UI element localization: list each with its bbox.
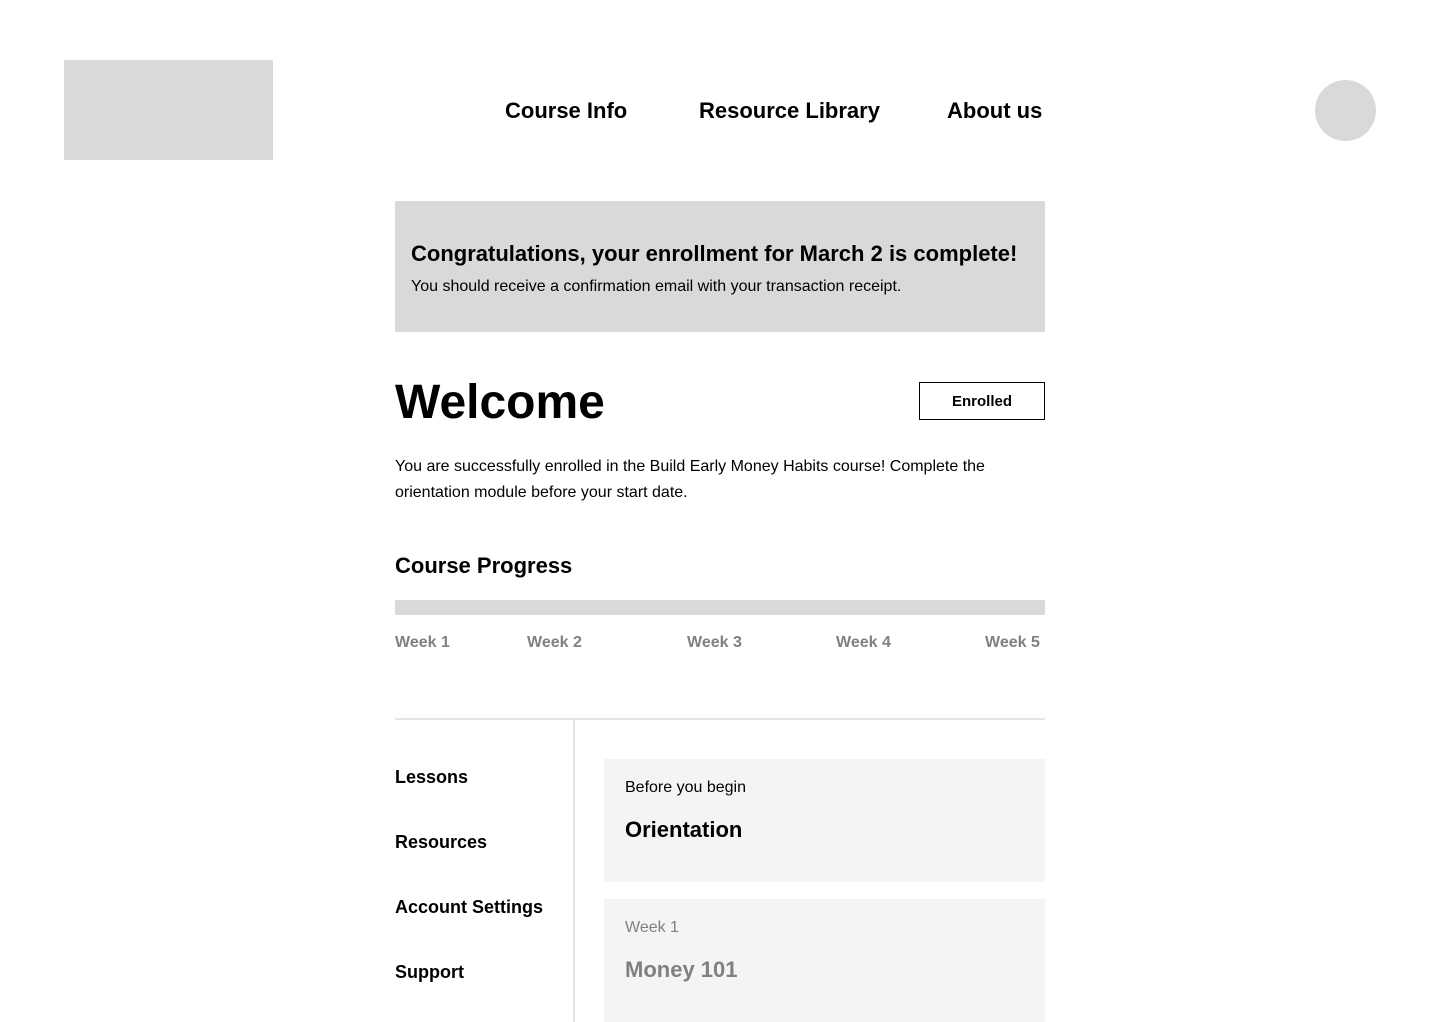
avatar[interactable]	[1315, 80, 1376, 141]
progress-week-label: Week 1	[395, 634, 450, 651]
progress-week-label: Week 2	[527, 634, 582, 651]
lesson-card-kicker: Before you begin	[625, 779, 746, 796]
course-progress-title: Course Progress	[395, 553, 573, 578]
sidebar-item-support[interactable]: Support	[395, 962, 464, 982]
welcome-description: You are successfully enrolled in the Build Early Money Habits course! Complete the orientation module before your start date.	[395, 458, 985, 501]
lesson-card-title: Orientation	[625, 817, 743, 842]
lesson-card-orientation[interactable]	[604, 759, 1045, 882]
section-divider	[395, 718, 1045, 720]
banner-subtitle: You should receive a confirmation email with your transaction receipt.	[411, 278, 902, 295]
lesson-card-week-1[interactable]	[604, 899, 1045, 1022]
enrollment-confirmation-banner	[395, 201, 1045, 332]
banner-title: Congratulations, your enrollment for March 2 is complete!	[411, 241, 1018, 266]
logo-placeholder[interactable]	[64, 60, 273, 160]
page-title: Welcome	[395, 376, 605, 429]
sidebar-divider	[573, 720, 575, 1022]
nav-resource-library[interactable]: Resource Library	[699, 98, 880, 123]
nav-about-us[interactable]: About us	[947, 98, 1043, 123]
progress-week-label: Week 4	[836, 634, 891, 651]
nav-course-info[interactable]: Course Info	[505, 98, 628, 123]
progress-week-label: Week 5	[985, 634, 1040, 651]
lesson-card-title: Money 101	[625, 957, 738, 982]
lesson-card-kicker: Week 1	[625, 919, 679, 936]
course-progress-bar	[395, 600, 1045, 615]
sidebar-item-lessons[interactable]: Lessons	[395, 767, 469, 787]
progress-week-label: Week 3	[687, 634, 742, 651]
enrolled-status-button[interactable]: Enrolled	[919, 382, 1045, 420]
sidebar-item-account-settings[interactable]: Account Settings	[395, 897, 544, 917]
sidebar-item-resources[interactable]: Resources	[395, 832, 488, 852]
